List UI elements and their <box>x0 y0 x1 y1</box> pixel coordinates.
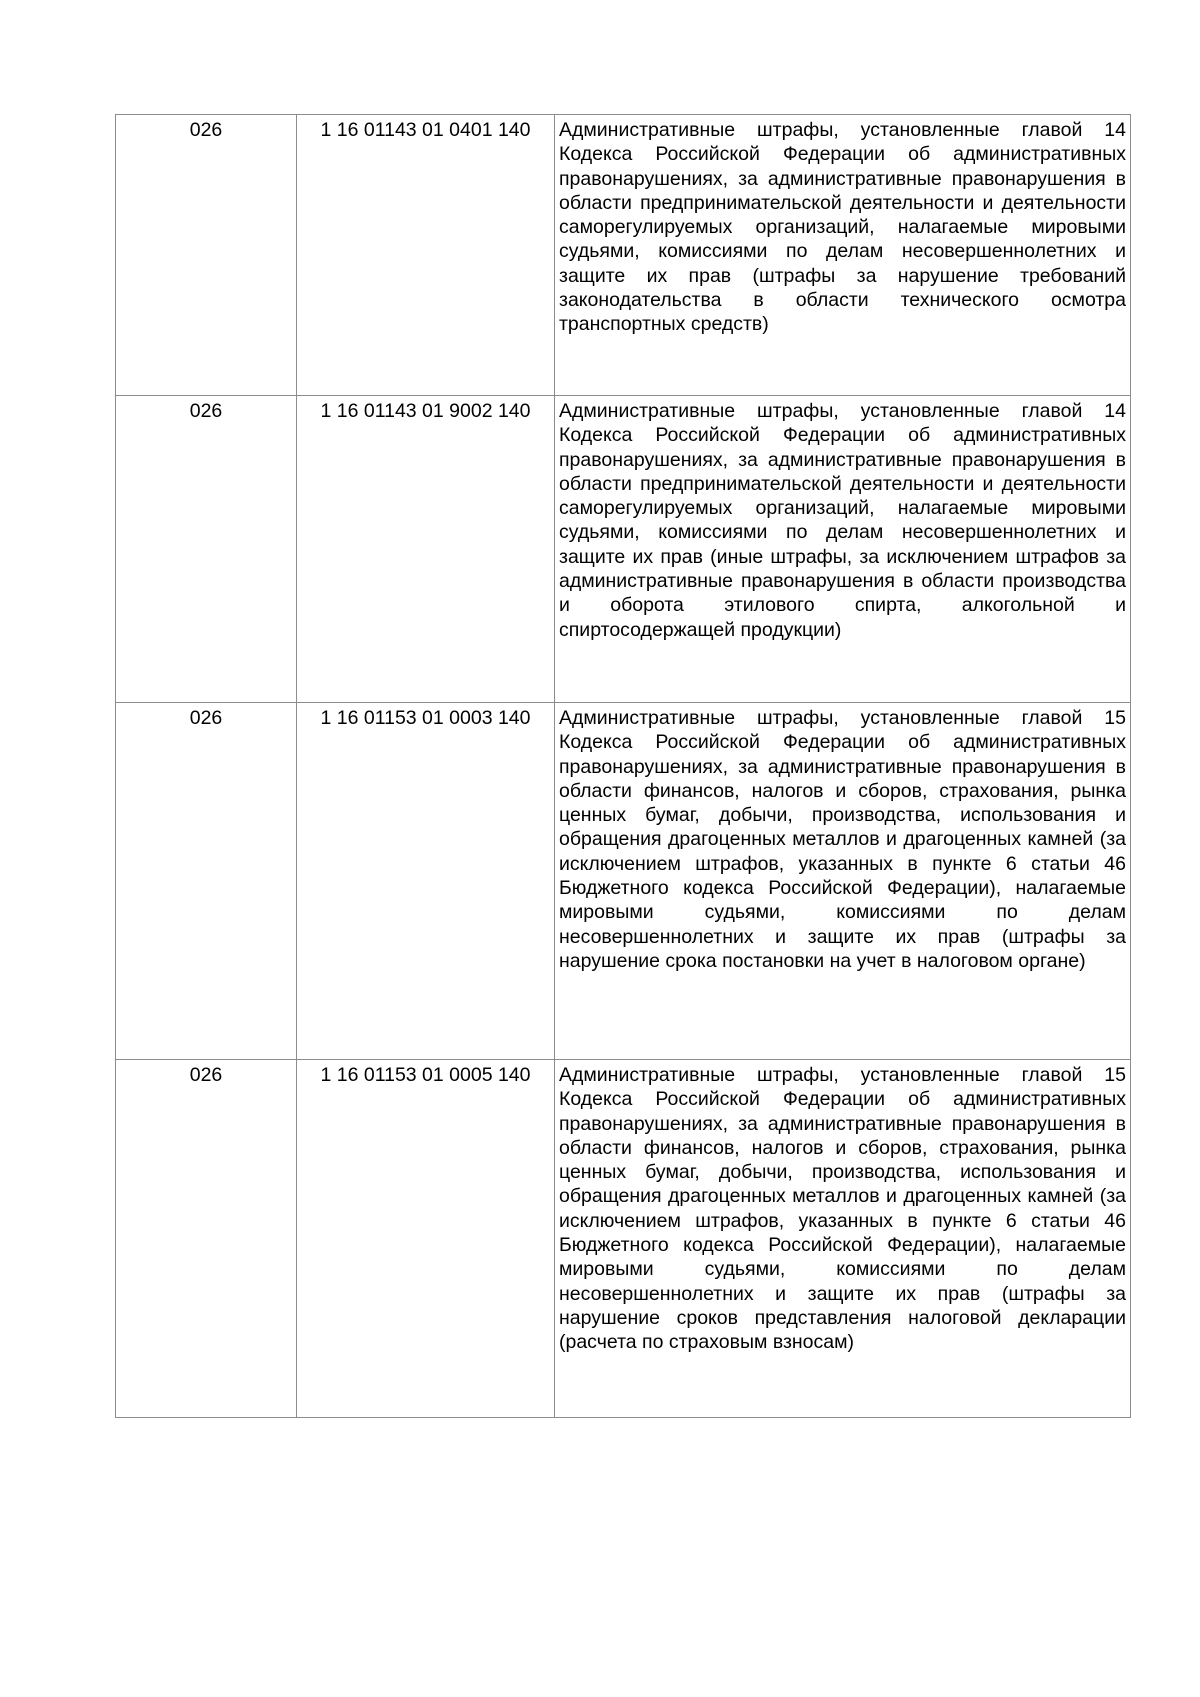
budget-code-cell: 1 16 01143 01 0401 140 <box>297 115 555 396</box>
budget-code-cell: 1 16 01153 01 0003 140 <box>297 703 555 1060</box>
table-row <box>116 396 1131 703</box>
table-row <box>116 1060 1131 1418</box>
budget-code-cell: 1 16 01143 01 9002 140 <box>297 396 555 703</box>
description-cell: Административные штрафы, установленные главой 15 Кодекса Российской Федерации об административных правонарушениях, за административные правонарушения в области финансов, налогов и сборов, страхования, рынка ценных бумаг, добычи, производства, использования и обращения драгоценных металлов и драгоценных камней (за исключением штрафов, указанных в пункте 6 статьи 46 Бюджетного кодекса Российской Федерации), налагаемые мировыми судьями, комиссиями по делам несовершеннолетних и защите их прав (штрафы за нарушение сроков представления налоговой декларации (расчета по страховым взносам) <box>555 1060 1131 1418</box>
admin-code-cell: 026 <box>116 396 297 703</box>
budget-code-cell: 1 16 01153 01 0005 140 <box>297 1060 555 1418</box>
admin-code-cell: 026 <box>116 703 297 1060</box>
description-cell: Административные штрафы, установленные главой 14 Кодекса Российской Федерации об административных правонарушениях, за административные правонарушения в области предпринимательской деятельности и деятельности саморегулируемых организаций, налагаемые мировыми судьями, комиссиями по делам несовершеннолетних и защите их прав (штрафы за нарушение требований законодательства в области технического осмотра транспортных средств) <box>555 115 1131 396</box>
admin-code-cell: 026 <box>116 115 297 396</box>
table-row <box>116 703 1131 1060</box>
budget-codes-table <box>115 114 1131 1418</box>
description-cell: Административные штрафы, установленные главой 14 Кодекса Российской Федерации об административных правонарушениях, за административные правонарушения в области предпринимательской деятельности и деятельности саморегулируемых организаций, налагаемые мировыми судьями, комиссиями по делам несовершеннолетних и защите их прав (иные штрафы, за исключением штрафов за административные правонарушения в области производства и оборота этилового спирта, алкогольной и спиртосодержащей продукции) <box>555 396 1131 703</box>
table-body <box>116 115 1131 1418</box>
description-cell: Административные штрафы, установленные главой 15 Кодекса Российской Федерации об административных правонарушениях, за административные правонарушения в области финансов, налогов и сборов, страхования, рынка ценных бумаг, добычи, производства, использования и обращения драгоценных металлов и драгоценных камней (за исключением штрафов, указанных в пункте 6 статьи 46 Бюджетного кодекса Российской Федерации), налагаемые мировыми судьями, комиссиями по делам несовершеннолетних и защите их прав (штрафы за нарушение срока постановки на учет в налоговом органе) <box>555 703 1131 1060</box>
admin-code-cell: 026 <box>116 1060 297 1418</box>
table-row <box>116 115 1131 396</box>
